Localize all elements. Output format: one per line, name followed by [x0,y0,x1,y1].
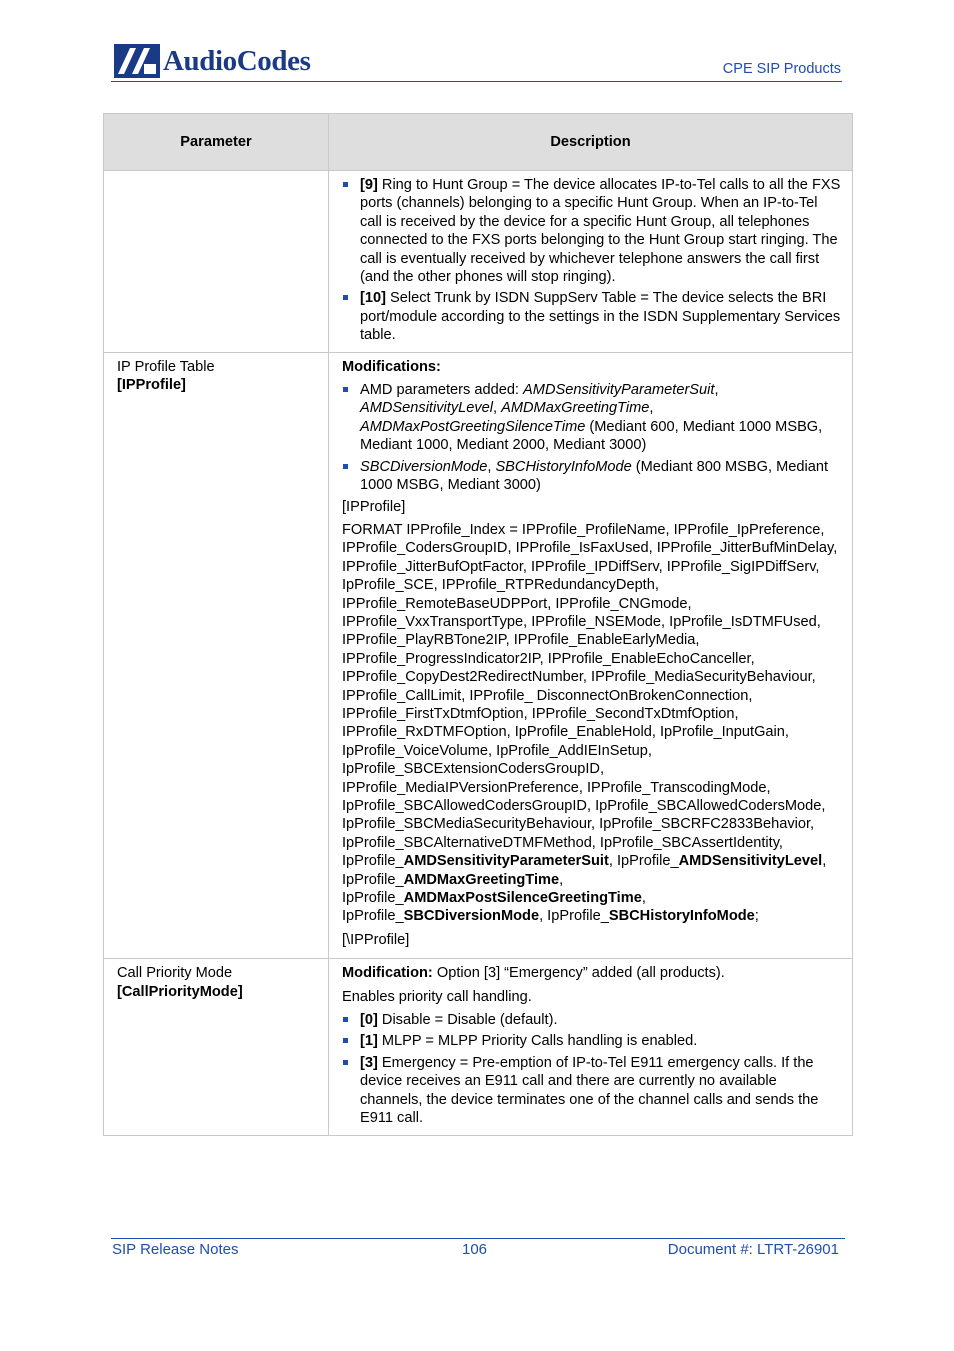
option-text: Ring to Hunt Group = The device allocates IP-to-Tel calls to all the FXS ports (channels) belonging to a specific Hunt Group. When an IP-to-Tel call is received by the device for a specific Hunt Group, all telephones connected to the FXS ports belonging to the Hunt Group start ringing. The call is eventually received by whichever telephone answers the call first (and the other phones will stop ringing). [360,177,841,286]
description-cell [329,959,853,1135]
list-item [342,1011,842,1029]
format-text: , IpProfile_ [342,853,827,888]
modification-note [342,964,842,982]
new-param: AMDSensitivityParameterSuit [403,853,609,870]
footer-doc-title: SIP Release Notes [112,1241,239,1258]
company-logo [114,43,311,79]
table-row [104,171,853,353]
list-item [342,1032,842,1050]
list-item [342,289,842,344]
format-text: , IpProfile_ [342,890,646,925]
item-text: (Mediant 600, Mediant 1000 MSBG, Mediant 1000, Mediant 2000, Mediant 3000) [360,418,823,454]
param-name: SBCHistoryInfoMode [495,458,632,475]
option-value: [0] [360,1012,378,1029]
new-param: AMDMaxPostSilenceGreetingTime [403,890,642,907]
new-param: AMDSensitivityLevel [678,853,823,870]
ini-format-line [342,521,842,926]
parameter-key: [IPProfile] [117,377,186,394]
parameter-cell [104,171,329,353]
description-cell [329,352,853,959]
parameter-cell [104,352,329,959]
param-name: AMDMaxPostGreetingSilenceTime [360,418,586,435]
parameters-table [103,113,853,1136]
new-param: SBCDiversionMode [403,908,540,925]
modification-text: Option [3] “Emergency” added (all products). [432,965,725,982]
table-header-row [104,114,853,171]
option-value: [9] [360,177,378,193]
parameter-key: [CallPriorityMode] [117,983,243,1000]
option-value: [3] [360,1054,378,1071]
separator: , [649,400,654,417]
product-title: CPE SIP Products [722,61,841,77]
separator: , [714,382,719,399]
column-header-parameter: Parameter [104,114,329,171]
param-name: AMDSensitivityLevel [360,400,494,417]
param-name: AMDSensitivityParameterSuit [523,382,715,399]
separator: , [487,458,496,475]
column-header-description: Description [329,114,853,171]
logo-wordmark: AudioCodes [163,44,311,77]
description-text: Enables priority call handling. [342,988,532,1005]
modifications-label: Modifications: [342,358,441,375]
list-item [342,1054,842,1128]
list-item [342,458,842,495]
modification-label: Modification: [342,965,433,982]
format-text: , IpProfile_ [342,871,564,907]
table-row [104,959,853,1135]
item-text: (Mediant 800 MSBG, Mediant 1000 MSBG, Mediant 3000) [360,458,829,494]
header-divider [111,81,842,82]
option-text: Disable = Disable (default). [377,1012,558,1029]
option-value: [10] [360,290,386,307]
option-list [342,176,842,345]
document-number: Document #: LTRT-26901 [667,1241,839,1258]
param-name: SBCDiversionMode [360,458,488,475]
parameter-name: IP Profile Table [117,358,215,375]
format-text: , IpProfile_ [539,908,609,925]
modification-list [342,381,842,494]
option-text: MLPP = MLPP Priority Calls handling is enabled. [377,1033,698,1050]
item-text: AMD parameters added: [360,382,524,399]
description-cell [329,171,853,353]
list-item [342,176,842,286]
option-value: [1] [360,1033,378,1050]
audiocodes-logo-icon [114,44,160,78]
new-param: AMDMaxGreetingTime [403,871,560,888]
option-list [342,1011,842,1127]
new-param: SBCHistoryInfoMode [608,908,755,925]
format-text: , IpProfile_ [608,853,679,870]
page-number: 106 [462,1241,488,1258]
format-text: FORMAT IPProfile_Index = IPProfile_ProfileName, IPProfile_IpPreference, IPProfile_CodersGroupID, IPProfile_IsFaxUsed, IPProfile_JitterBufMinDelay, IPProfile_JitterBufOptFactor, IPProfile_IPDiffServ, IPProfile_SigIPDiffServ, IpProfile_SCE, IPProfile_RTPRedundancyDepth, IPProfile_RemoteBaseUDPPort, IPProfile_CNGmode, IPProfile_VxxTransportType, IPProfile_NSEMode, IpProfile_IsDTMFUsed, IPProfile_PlayRBTone2IP, IPProfile_EnableEarlyMedia, IPProfile_ProgressIndicator2IP, IPProfile_EnableEchoCanceller, IPProfile_CopyDest2RedirectNumber, IPProfile_MediaSecurityBehaviour, IPProfile_CallLimit, IPProfile_ DisconnectOnBrokenConnection, IPProfile_FirstTxDtmfOption, IPProfile_SecondTxDtmfOption, IPProfile_RxDTMFOption, IpProfile_EnableHold, IpProfile_InputGain, IpProfile_VoiceVolume, IpProfile_AddIEInSetup, IpProfile_SBCExtensionCodersGroupID, IPProfile_MediaIPVersionPreference, IPProfile_TranscodingMode, IpProfile_SBCAllowedCodersGroupID, IpProfile_SBCAllowedCodersMode, IpProfile_SBCMediaSecurityBehaviour, IpProfile_SBCRFC2833Behavior, IpProfile_SBCAlternativeDTMFMethod, IpProfile_SBCAssertIdentity, [342,521,838,851]
format-text: ; [754,908,759,925]
footer-divider [111,1238,845,1239]
parameter-cell [104,959,329,1135]
param-name: AMDMaxGreetingTime [501,400,650,417]
list-item [342,381,842,455]
parameter-name: Call Priority Mode [117,965,233,982]
table-row [104,352,853,959]
ini-section-open: [IPProfile] [342,498,406,515]
format-text: IpProfile_ [342,853,404,870]
ini-section-close: [\IPProfile] [342,931,410,948]
option-text: Emergency = Pre-emption of IP-to-Tel E911 emergency calls. If the device receives an E911 call and there are currently no available channels, the device terminates one of the channel calls and sends the E911 call. [360,1054,819,1127]
separator: , [493,400,502,417]
option-text: Select Trunk by ISDN SuppServ Table = The device selects the BRI port/module according to the settings in the ISDN Supplementary Services table. [360,290,841,344]
